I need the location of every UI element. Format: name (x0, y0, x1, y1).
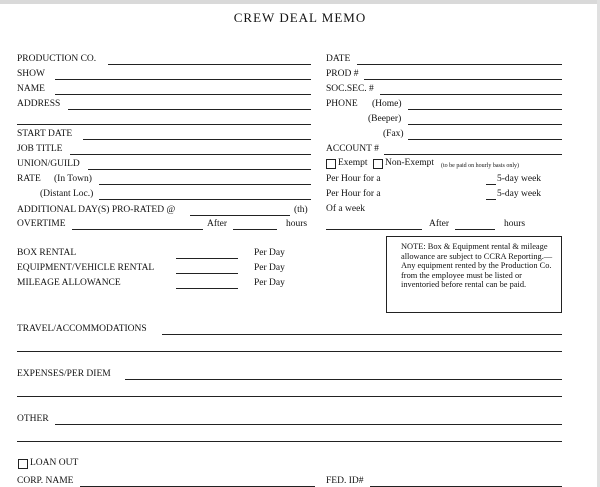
loan-out-label: LOAN OUT (30, 458, 79, 468)
loan-out-checkbox[interactable] (18, 459, 28, 469)
per-hour-days-field-2[interactable] (486, 199, 496, 200)
page-top-edge (0, 0, 600, 4)
overtime-after-field[interactable] (233, 229, 277, 230)
additional-days-th-label: (th) (294, 205, 308, 215)
other-label: OTHER (17, 414, 49, 424)
overtime-rate-field-right[interactable] (326, 229, 422, 230)
exempt-label: Exempt (338, 158, 368, 168)
union-guild-field[interactable] (88, 169, 311, 170)
overtime-hours-label: hours (286, 219, 308, 229)
account-field[interactable] (384, 154, 562, 155)
per-hour-label-2: Per Hour for a (326, 189, 381, 199)
box-rental-per-day-label: Per Day (254, 248, 285, 258)
address-field-1[interactable] (68, 109, 311, 110)
additional-days-label: ADDITIONAL DAY(S) PRO-RATED @ (17, 205, 176, 215)
name-label: NAME (17, 84, 45, 94)
overtime-after-field-right[interactable] (455, 229, 495, 230)
expenses-field-1[interactable] (125, 379, 562, 380)
non-exempt-label: Non-Exempt (385, 158, 435, 168)
account-label: ACCOUNT # (326, 144, 379, 154)
rate-distant-loc-field[interactable] (99, 199, 311, 200)
mileage-allowance-per-day-label: Per Day (254, 278, 285, 288)
equipment-rental-field[interactable] (176, 273, 238, 274)
show-label: SHOW (17, 69, 45, 79)
soc-sec-field[interactable] (380, 94, 562, 95)
phone-label: PHONE (326, 99, 358, 109)
start-date-label: START DATE (17, 129, 73, 139)
phone-fax-field[interactable] (408, 139, 562, 140)
production-co-field[interactable] (108, 64, 311, 65)
union-guild-label: UNION/GUILD (17, 159, 80, 169)
per-hour-days-field-1[interactable] (486, 184, 496, 185)
non-exempt-checkbox[interactable] (373, 159, 383, 169)
per-hour-label-1: Per Hour for a (326, 174, 381, 184)
box-rental-field[interactable] (176, 258, 238, 259)
form-title: CREW DEAL MEMO (233, 10, 367, 25)
rate-label: RATE (17, 174, 41, 184)
five-day-week-label-2: 5-day week (497, 189, 542, 199)
overtime-after-label: After (207, 219, 228, 229)
corp-name-label: CORP. NAME (17, 476, 74, 486)
box-rental-label: BOX RENTAL (17, 248, 77, 258)
job-title-field[interactable] (70, 154, 311, 155)
phone-home-field[interactable] (408, 109, 562, 110)
date-label: DATE (326, 54, 351, 64)
phone-home-label: (Home) (372, 99, 402, 109)
date-field[interactable] (357, 64, 562, 65)
other-field-1[interactable] (55, 424, 562, 425)
overtime-after-label-right: After (429, 219, 450, 229)
travel-field-1[interactable] (162, 334, 562, 335)
phone-beeper-label: (Beeper) (368, 114, 402, 124)
exempt-checkbox[interactable] (326, 159, 336, 169)
prod-number-field[interactable] (364, 79, 562, 80)
show-field[interactable] (55, 79, 311, 80)
overtime-label: OVERTIME (17, 219, 66, 229)
production-co-label: PRODUCTION CO. (17, 54, 97, 64)
overtime-rate-field[interactable] (72, 229, 203, 230)
mileage-allowance-field[interactable] (176, 288, 238, 289)
address-field-2[interactable] (17, 124, 311, 125)
phone-beeper-field[interactable] (408, 124, 562, 125)
equipment-rental-label: EQUIPMENT/VEHICLE RENTAL (17, 263, 155, 273)
prod-number-label: PROD # (326, 69, 359, 79)
mileage-allowance-label: MILEAGE ALLOWANCE (17, 278, 121, 288)
hourly-basis-note: (to be paid on hourly basis only) (441, 163, 519, 169)
rate-in-town-field[interactable] (99, 184, 311, 185)
of-a-week-label: Of a week (326, 204, 366, 214)
travel-field-2[interactable] (17, 351, 562, 352)
additional-days-field[interactable] (190, 215, 290, 216)
travel-accommodations-label: TRAVEL/ACCOMMODATIONS (17, 324, 147, 334)
rate-distant-loc-label: (Distant Loc.) (40, 189, 94, 199)
address-label: ADDRESS (17, 99, 61, 109)
expenses-per-diem-label: EXPENSES/PER DIEM (17, 369, 111, 379)
five-day-week-label-1: 5-day week (497, 174, 542, 184)
rental-note-box: NOTE: Box & Equipment rental & mileage allowance are subject to CCRA Reporting.—Any equipment rented by the Production Co. from the employee must be listed or inventoried before rental can be paid. (386, 236, 562, 313)
overtime-hours-label-right: hours (504, 219, 526, 229)
fed-id-label: FED. ID# (326, 476, 364, 486)
name-field[interactable] (55, 94, 311, 95)
equipment-rental-per-day-label: Per Day (254, 263, 285, 273)
rate-in-town-label: (In Town) (54, 174, 92, 184)
expenses-field-2[interactable] (17, 396, 562, 397)
phone-fax-label: (Fax) (383, 129, 404, 139)
soc-sec-label: SOC.SEC. # (326, 84, 374, 94)
start-date-field[interactable] (83, 139, 311, 140)
job-title-label: JOB TITLE (17, 144, 63, 154)
other-field-2[interactable] (17, 441, 562, 442)
